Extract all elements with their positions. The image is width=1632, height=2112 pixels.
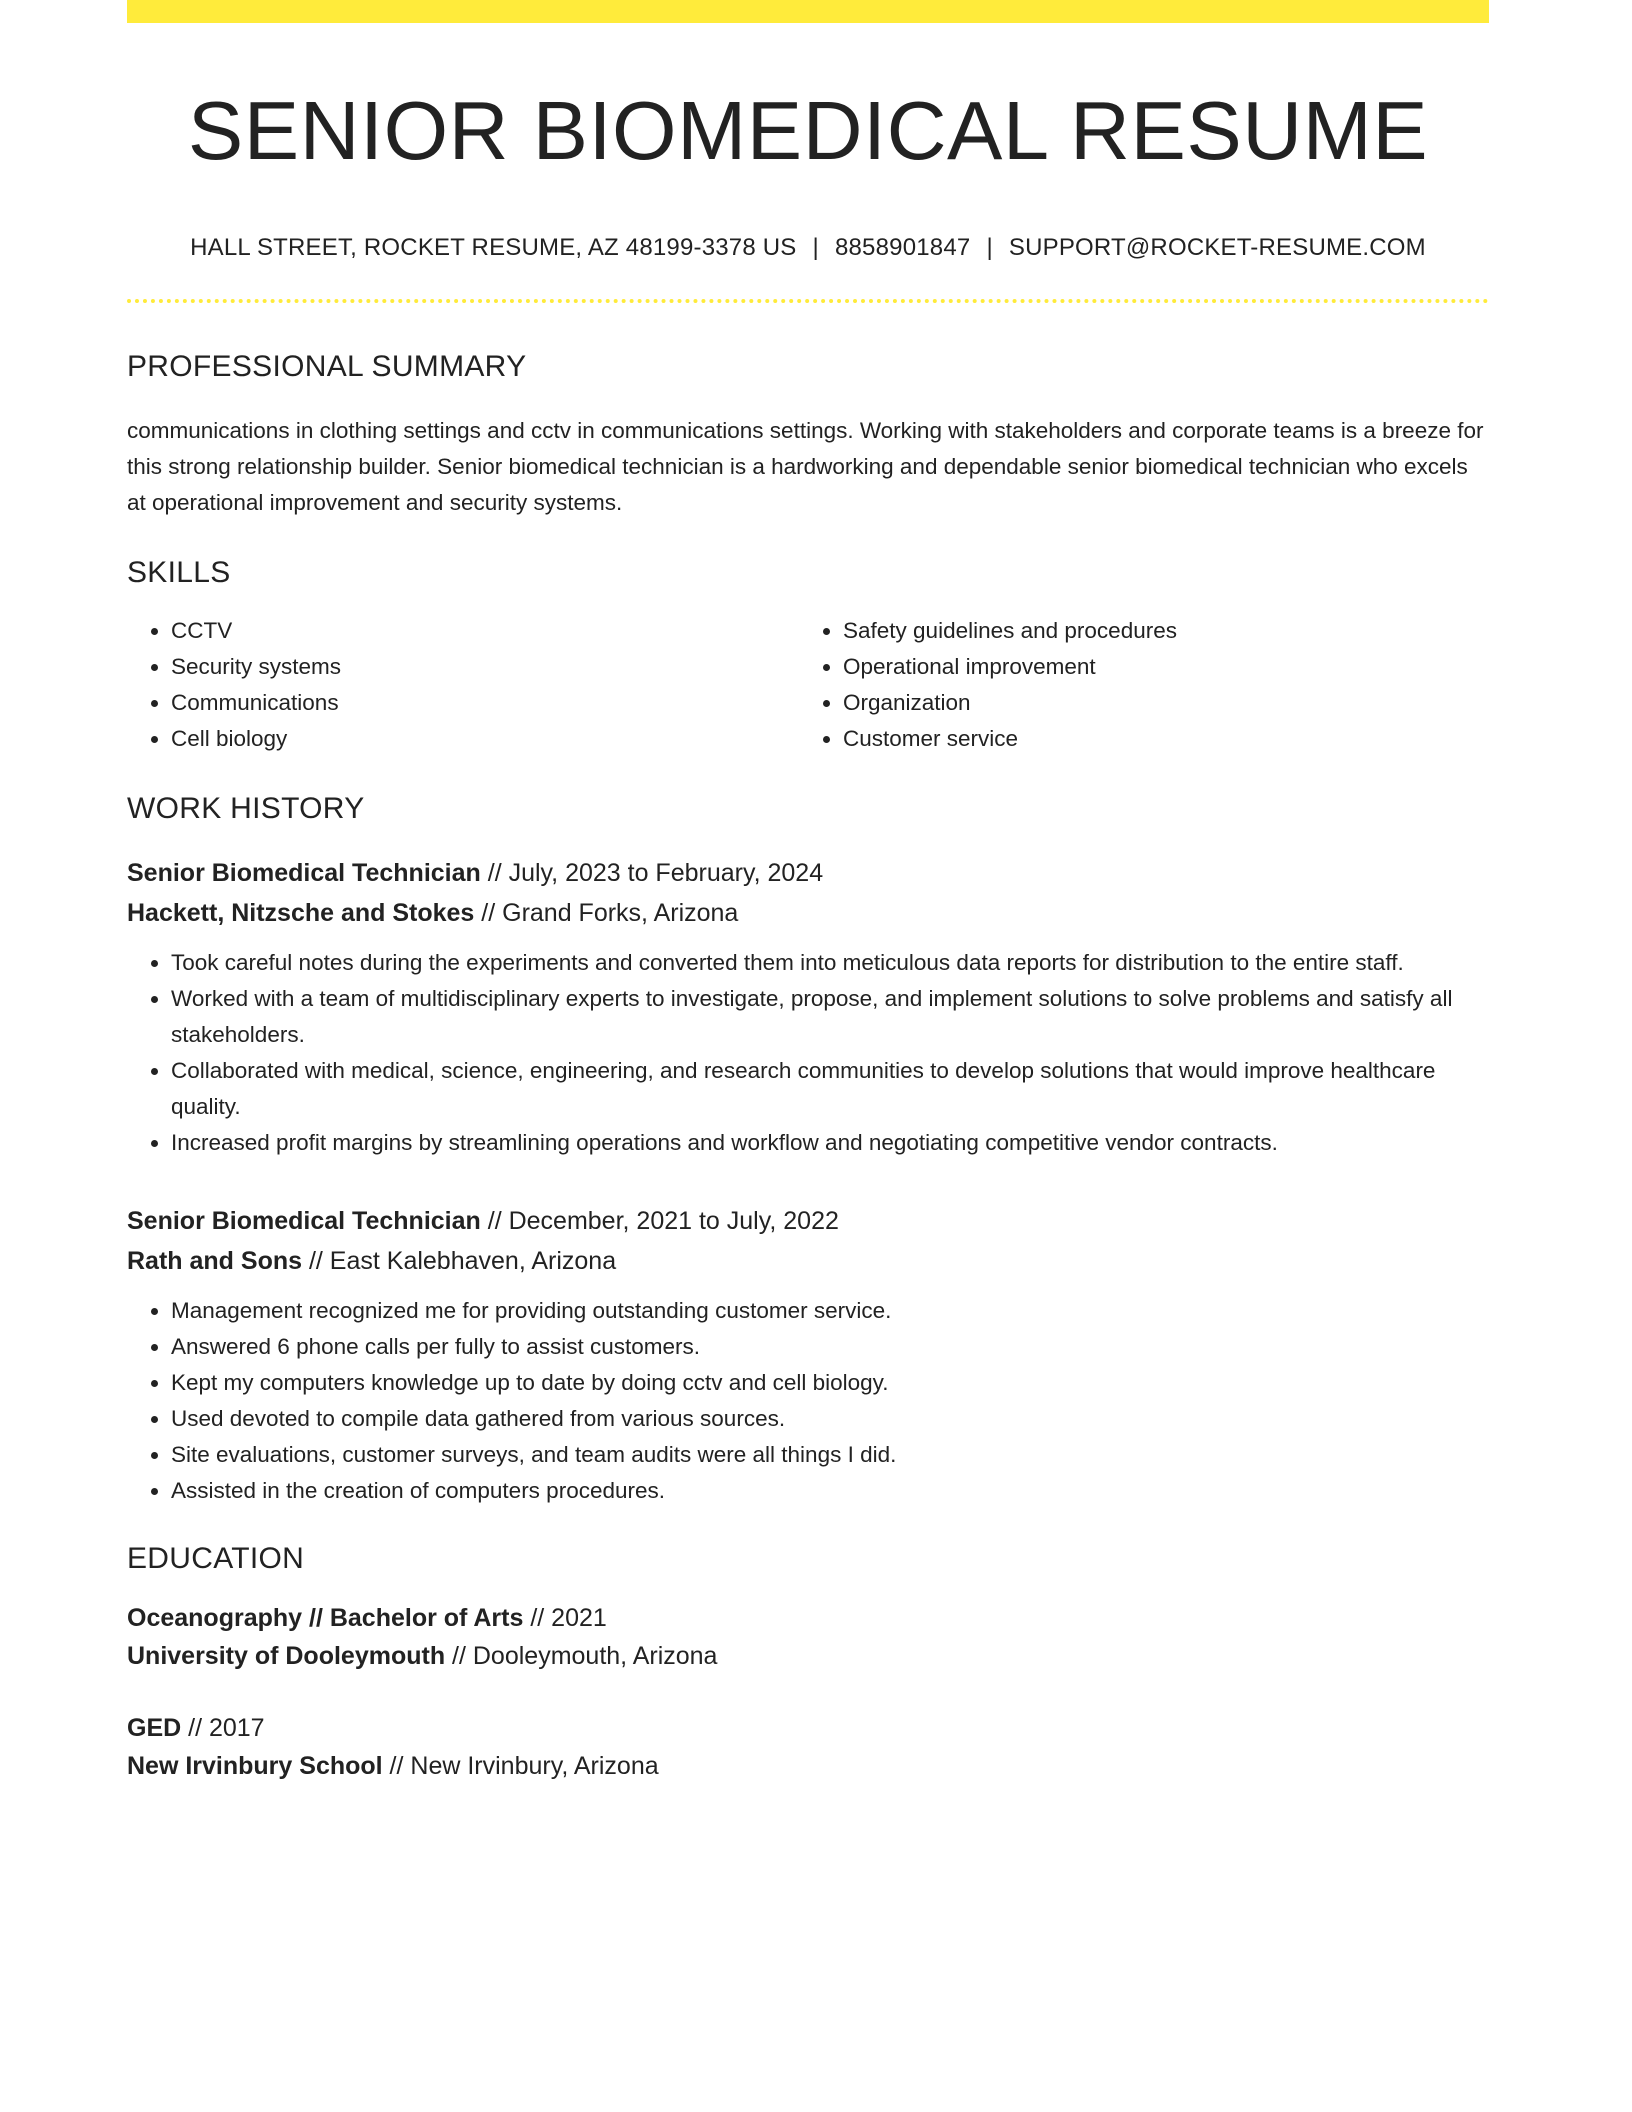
skills-column-right (799, 613, 1471, 757)
skill-item: • Communications (171, 685, 799, 721)
job-location: // East Kalebhaven, Arizona (302, 1247, 617, 1276)
contact-line (127, 234, 1489, 263)
job-company-line (127, 893, 1489, 933)
job-dates: // December, 2021 to July, 2022 (480, 1207, 839, 1236)
job-bullet: • Worked with a team of multidisciplinary experts to investigate, propose, and implement solutions to solve problems and satisfy all stakeholders. (171, 981, 1489, 1053)
education-school-line (127, 1637, 1489, 1675)
education-school: University of Dooleymouth (127, 1642, 446, 1671)
education-entry (127, 1709, 1489, 1785)
contact-separator: | (812, 234, 819, 262)
job-company: Hackett, Nitzsche and Stokes (127, 899, 475, 928)
education-degree: GED (127, 1714, 182, 1743)
summary-heading: PROFESSIONAL SUMMARY (127, 350, 527, 384)
education-school-line (127, 1747, 1489, 1785)
accent-bar (127, 0, 1489, 23)
job-bullet: • Collaborated with medical, science, engineering, and research communities to develop solutions that would improve healthcare quality. (171, 1053, 1489, 1125)
skill-item: • Safety guidelines and procedures (843, 613, 1471, 649)
skill-item: • Organization (843, 685, 1471, 721)
job-title-line (127, 853, 1489, 893)
contact-email: SUPPORT@ROCKET-RESUME.COM (1008, 234, 1426, 262)
skill-item: • Operational improvement (843, 649, 1471, 685)
job-bullet: • Took careful notes during the experiments and converted them into meticulous data reports for distribution to the entire staff. (171, 945, 1489, 981)
job-bullet: • Used devoted to compile data gathered from various sources. (171, 1401, 1489, 1437)
work-history-heading: WORK HISTORY (127, 792, 365, 826)
summary-text: communications in clothing settings and cctv in communications settings. Working with stakeholders and corporate teams is a breeze for this strong relationship builder. Senior biomedical technician is a hardworking and dependable senior biomedical technician who excels at operational improvement and security systems. (127, 418, 1484, 516)
job-bullets (127, 1293, 1489, 1509)
job-location: // Grand Forks, Arizona (474, 899, 739, 928)
skill-item: • Cell biology (171, 721, 799, 757)
job-company-line (127, 1241, 1489, 1281)
education-year: // 2017 (181, 1714, 265, 1743)
skills-column-left (127, 613, 799, 757)
job-bullet: • Answered 6 phone calls per fully to assist customers. (171, 1329, 1489, 1365)
contact-phone: 8858901847 (834, 234, 971, 262)
education-location: // Dooleymouth, Arizona (445, 1642, 718, 1671)
education-school: New Irvinbury School (127, 1752, 383, 1781)
education-degree-line (127, 1709, 1489, 1747)
education-year: // 2021 (523, 1604, 607, 1633)
skill-item: • Security systems (171, 649, 799, 685)
education-entry (127, 1599, 1489, 1675)
job-entry (127, 853, 1489, 1161)
job-role: Senior Biomedical Technician (127, 1207, 481, 1236)
job-bullet: • Kept my computers knowledge up to date by doing cctv and cell biology. (171, 1365, 1489, 1401)
job-bullet: • Site evaluations, customer surveys, and team audits were all things I did. (171, 1437, 1489, 1473)
skills-list (127, 613, 1489, 757)
job-bullet: • Increased profit margins by streamlining operations and workflow and negotiating competitive vendor contracts. (171, 1125, 1489, 1161)
header-divider (127, 299, 1489, 303)
job-entry (127, 1201, 1489, 1509)
job-company: Rath and Sons (127, 1247, 303, 1276)
resume-title: SENIOR BIOMEDICAL RESUME (187, 84, 1429, 177)
education-degree: Oceanography // Bachelor of Arts (127, 1604, 524, 1633)
job-role: Senior Biomedical Technician (127, 859, 481, 888)
contact-separator: | (986, 234, 993, 262)
job-bullet: • Management recognized me for providing outstanding customer service. (171, 1293, 1489, 1329)
job-dates: // July, 2023 to February, 2024 (480, 859, 824, 888)
job-title-line (127, 1201, 1489, 1241)
resume-page (127, 0, 1489, 1785)
contact-address: HALL STREET, ROCKET RESUME, AZ 48199-3378 US (190, 234, 797, 262)
job-bullets (127, 945, 1489, 1161)
skill-item: • Customer service (843, 721, 1471, 757)
job-bullet: • Assisted in the creation of computers procedures. (171, 1473, 1489, 1509)
education-location: // New Irvinbury, Arizona (382, 1752, 659, 1781)
skills-heading: SKILLS (127, 556, 231, 590)
education-heading: EDUCATION (127, 1542, 305, 1576)
skill-item: • CCTV (171, 613, 799, 649)
education-degree-line (127, 1599, 1489, 1637)
